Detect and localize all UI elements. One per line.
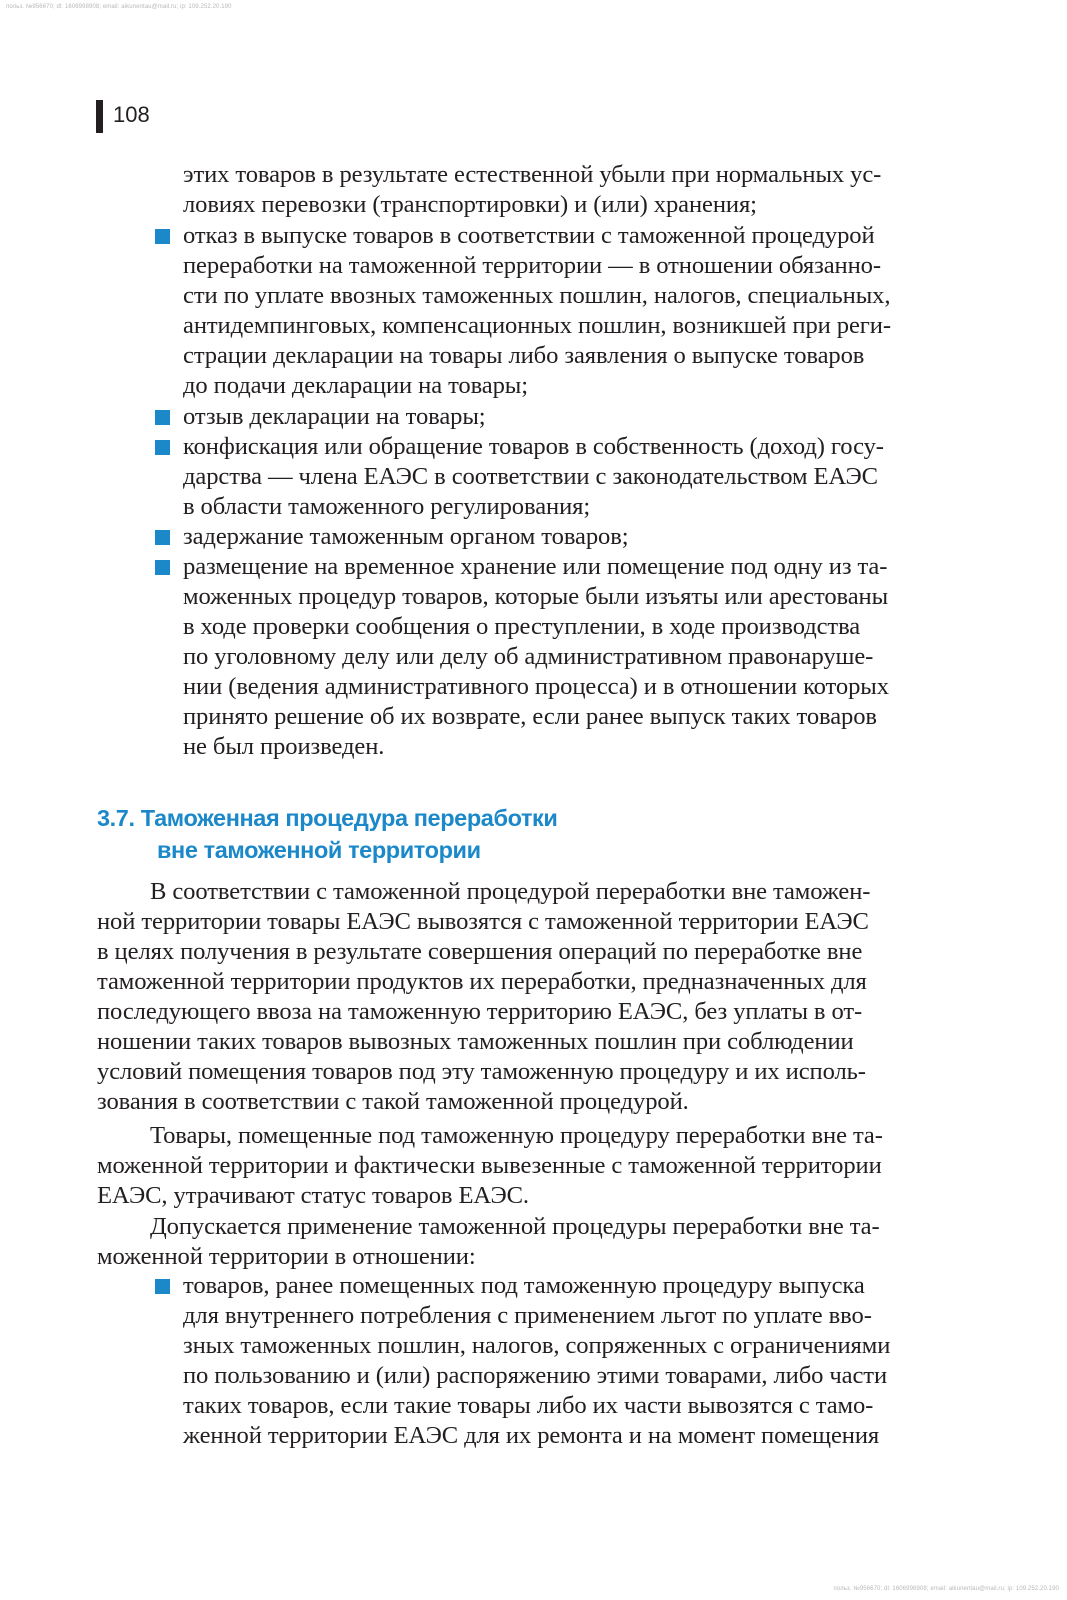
page-marker-bar [96, 100, 103, 133]
paragraph-line: В соответствии с таможенной процедурой переработки вне таможен- [150, 878, 871, 905]
list-item-line: антидемпинговых, компенсационных пошлин, возникшей при реги- [183, 312, 891, 339]
list-item-line: товаров, ранее помещенных под таможенную процедуру выпуска [183, 1272, 865, 1299]
paragraph-line: Товары, помещенные под таможенную процедуру переработки вне та- [150, 1122, 883, 1149]
list-item-line: задержание таможенным органом товаров; [183, 523, 629, 550]
list-item-line: до подачи декларации на товары; [183, 372, 528, 399]
bullet-square-icon [155, 410, 170, 425]
paragraph-line: условий помещения товаров под эту таможенную процедуру и их исполь- [97, 1058, 866, 1085]
list-item-line: в ходе проверки сообщения о преступлении, в ходе производства [183, 613, 861, 640]
list-item-line: размещение на временное хранение или помещение под одну из та- [183, 553, 888, 580]
paragraph-line: в целях получения в результате совершения операций по переработке вне [97, 938, 863, 965]
paragraph-line: ЕАЭС, утрачивают статус товаров ЕАЭС. [97, 1182, 529, 1209]
list-continuation-line: этих товаров в результате естественной убыли при нормальных ус- [183, 161, 882, 188]
list-item-line: конфискация или обращение товаров в собственность (доход) госу- [183, 433, 884, 460]
list-item-line: сти по уплате ввозных таможенных пошлин, налогов, специальных, [183, 282, 891, 309]
paragraph-line: моженной территории и фактически вывезенные с таможенной территории [97, 1152, 882, 1179]
list-item-line: зных таможенных пошлин, налогов, сопряженных с ограничениями [183, 1332, 891, 1359]
section-heading-line-1: 3.7. Таможенная процедура переработки [97, 805, 558, 831]
watermark-bottom: польз. №956670; dl: 1606998908; email: aikunentau@mail.ru; ip: 109.252.20.190 [833, 1586, 1059, 1592]
watermark-top: польз. №956670; dl: 1606998908; email: aikunentau@mail.ru; ip: 109.252.20.190 [6, 4, 232, 10]
bullet-square-icon [155, 530, 170, 545]
list-item-line: принято решение об их возврате, если ранее выпуск таких товаров [183, 703, 877, 730]
list-continuation-line: ловиях перевозки (транспортировки) и (или) хранения; [183, 191, 757, 218]
paragraph-line: последующего ввоза на таможенную территорию ЕАЭС, без уплаты в от- [97, 998, 863, 1025]
paragraph-line: зования в соответствии с такой таможенной процедурой. [97, 1088, 689, 1115]
list-item-line: дарства — члена ЕАЭС в соответствии с законодательством ЕАЭС [183, 463, 878, 490]
list-item-line: моженных процедур товаров, которые были изъяты или арестованы [183, 583, 889, 610]
list-item-line: в области таможенного регулирования; [183, 493, 591, 520]
paragraph-line: таможенной территории продуктов их переработки, предназначенных для [97, 968, 867, 995]
bullet-square-icon [155, 560, 170, 575]
list-item-line: таких товаров, если такие товары либо их части вывозятся с тамо- [183, 1392, 874, 1419]
list-item-line: по уголовному делу или делу об административном правонаруше- [183, 643, 874, 670]
list-item-line: нии (ведения административного процесса) и в отношении которых [183, 673, 889, 700]
list-item-line: для внутреннего потребления с применением льгот по уплате вво- [183, 1302, 872, 1329]
paragraph-line: ношении таких товаров вывозных таможенных пошлин при соблюдении [97, 1028, 854, 1055]
list-item-line: страции декларации на товары либо заявления о выпуске товаров [183, 342, 865, 369]
list-item-line: отказ в выпуске товаров в соответствии с таможенной процедурой [183, 222, 875, 249]
paragraph-line: ной территории товары ЕАЭС вывозятся с таможенной территории ЕАЭС [97, 908, 869, 935]
list-item-line: по пользованию и (или) распоряжению этими товарами, либо части [183, 1362, 888, 1389]
section-heading-line-2: вне таможенной территории [157, 837, 481, 863]
list-item-line: не был произведен. [183, 733, 385, 760]
paragraph-line: Допускается применение таможенной процедуры переработки вне та- [150, 1213, 880, 1240]
paragraph-line: моженной территории в отношении: [97, 1243, 476, 1270]
list-item-line: переработки на таможенной территории — в отношении обязанно- [183, 252, 881, 279]
page-number: 108 [113, 102, 150, 127]
bullet-square-icon [155, 1279, 170, 1294]
bullet-square-icon [155, 229, 170, 244]
list-item-line: женной территории ЕАЭС для их ремонта и на момент помещения [183, 1422, 880, 1449]
bullet-square-icon [155, 440, 170, 455]
list-item-line: отзыв декларации на товары; [183, 403, 486, 430]
